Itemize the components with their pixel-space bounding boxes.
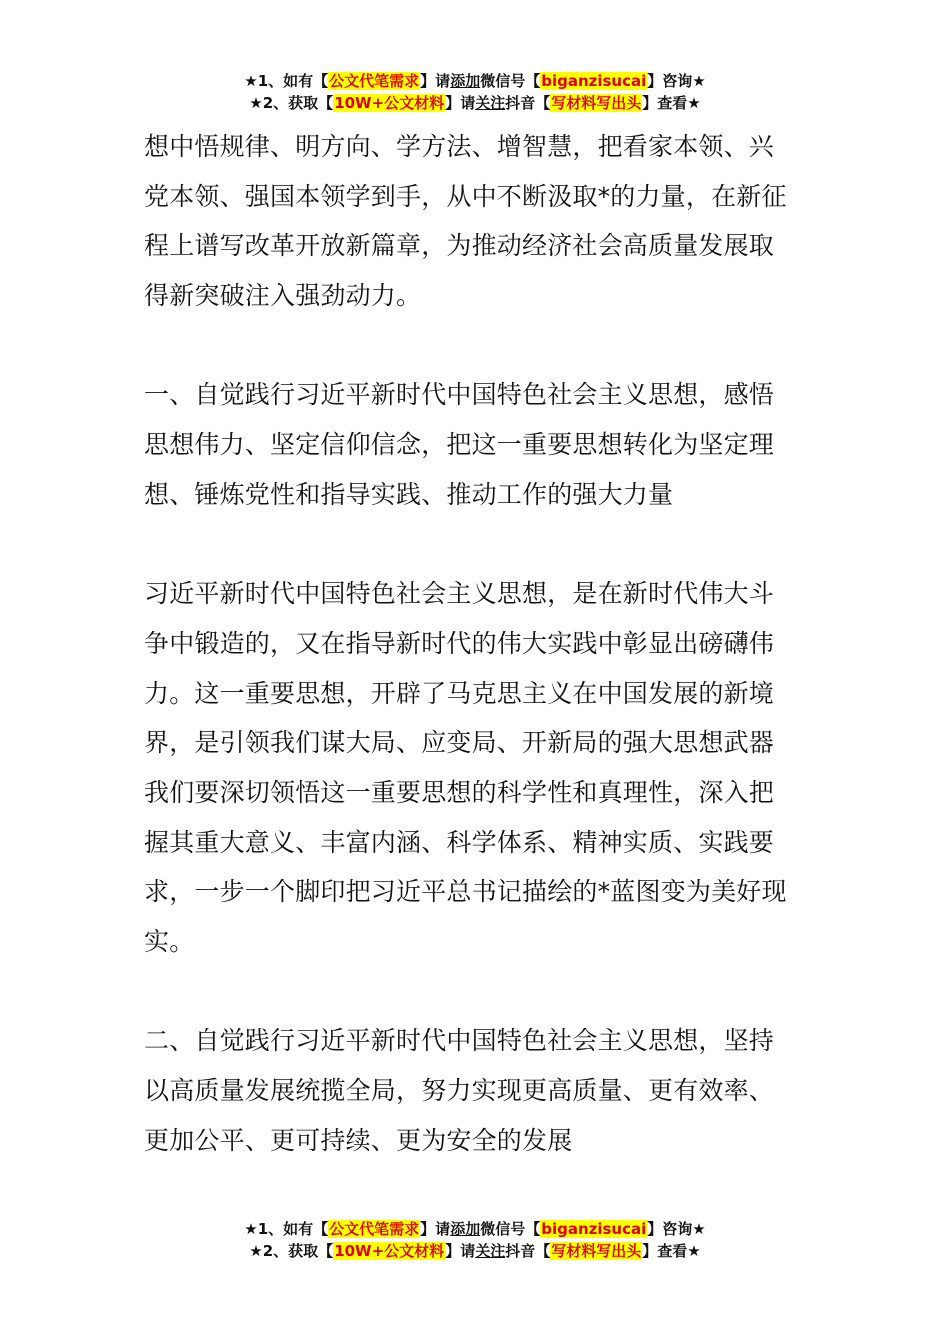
banner-line-2 <box>0 1240 950 1262</box>
underlined-text: 添加 <box>450 72 481 90</box>
text-line: 争中锻造的，又在指导新时代的伟大实践中彰显出磅礴伟 <box>144 628 775 658</box>
highlight-wechat-id: biganzisucai <box>541 1220 647 1238</box>
underlined-text: 关注 <box>475 94 506 112</box>
text-line: 实。 <box>144 927 195 956</box>
header-banner <box>0 70 950 114</box>
banner-text: ★2、获取【 <box>249 1242 334 1260</box>
banner-text: ★1、如有【 <box>244 72 329 90</box>
section-heading-2 <box>144 1016 808 1165</box>
text-line: 想中悟规律、明方向、学方法、增智慧，把看家本领、兴 <box>144 132 775 161</box>
banner-text: ★1、如有【 <box>244 1220 329 1238</box>
banner-text: 】咨询★ <box>647 72 706 90</box>
text-line: 以高质量发展统揽全局，努力实现更高质量、更有效率、 <box>144 1076 775 1106</box>
banner-text: 】请 <box>420 72 451 90</box>
banner-text: 】查看★ <box>642 94 701 112</box>
banner-text: 】查看★ <box>642 1242 701 1260</box>
text-line: 程上谱写改革开放新篇章，为推动经济社会高质量发展取 <box>144 231 775 261</box>
text-line: 习近平新时代中国特色社会主义思想，是在新时代伟大斗 <box>144 579 775 609</box>
banner-text: 抖音【 <box>505 1242 551 1260</box>
banner-line-2 <box>0 92 950 114</box>
paragraph-gap <box>144 520 808 570</box>
text-line: 得新突破注入强劲动力。 <box>144 281 422 311</box>
highlight-douyin-account: 写材料写出头 <box>551 1242 642 1260</box>
text-line: 界，是引领我们谋大局、应变局、开新局的强大思想武器 <box>144 728 775 758</box>
section-heading-1 <box>144 370 808 519</box>
footer-banner <box>0 1218 950 1262</box>
text-line: 二、自觉践行习近平新时代中国特色社会主义思想，坚持 <box>144 1026 775 1056</box>
text-line: 握其重大意义、丰富内涵、科学体系、精神实质、实践要 <box>144 827 775 857</box>
text-line: 党本领、强国本领学到手，从中不断汲取*的力量，在新征 <box>144 181 787 211</box>
highlight-wechat-id: biganzisucai <box>541 72 647 90</box>
document-body <box>144 122 808 1165</box>
paragraph-gap <box>144 967 808 1017</box>
underlined-text: 关注 <box>475 1242 506 1260</box>
text-line: 我们要深切领悟这一重要思想的科学性和真理性，深入把 <box>144 777 775 807</box>
banner-text: 】请 <box>420 1220 451 1238</box>
paragraph-gap <box>144 321 808 371</box>
highlight-materials: 10W+公文材料 <box>334 94 445 112</box>
banner-text: 】请 <box>445 94 476 112</box>
text-line: 一、自觉践行习近平新时代中国特色社会主义思想，感悟 <box>144 380 775 410</box>
highlight-service: 公文代笔需求 <box>329 1220 420 1238</box>
banner-text: 】请 <box>445 1242 476 1260</box>
banner-text: 抖音【 <box>505 94 551 112</box>
banner-text: 】咨询★ <box>647 1220 706 1238</box>
banner-text: 微信号【 <box>480 72 541 90</box>
banner-line-1 <box>0 70 950 92</box>
banner-text: 微信号【 <box>480 1220 541 1238</box>
text-line: 想、锤炼党性和指导实践、推动工作的强大力量 <box>144 479 674 509</box>
highlight-service: 公文代笔需求 <box>329 72 420 90</box>
paragraph-body <box>144 569 808 967</box>
paragraph-continuation <box>144 122 808 321</box>
text-line: 更加公平、更可持续、更为安全的发展 <box>144 1125 573 1155</box>
banner-text: ★2、获取【 <box>249 94 334 112</box>
highlight-douyin-account: 写材料写出头 <box>551 94 642 112</box>
text-line: 求，一步一个脚印把习近平总书记描绘的*蓝图变为美好现 <box>144 877 787 907</box>
underlined-text: 添加 <box>450 1220 481 1238</box>
text-line: 力。这一重要思想，开辟了马克思主义在中国发展的新境 <box>144 678 775 708</box>
banner-line-1 <box>0 1218 950 1240</box>
text-line: 思想伟力、坚定信仰信念，把这一重要思想转化为坚定理 <box>144 430 775 460</box>
highlight-materials: 10W+公文材料 <box>334 1242 445 1260</box>
